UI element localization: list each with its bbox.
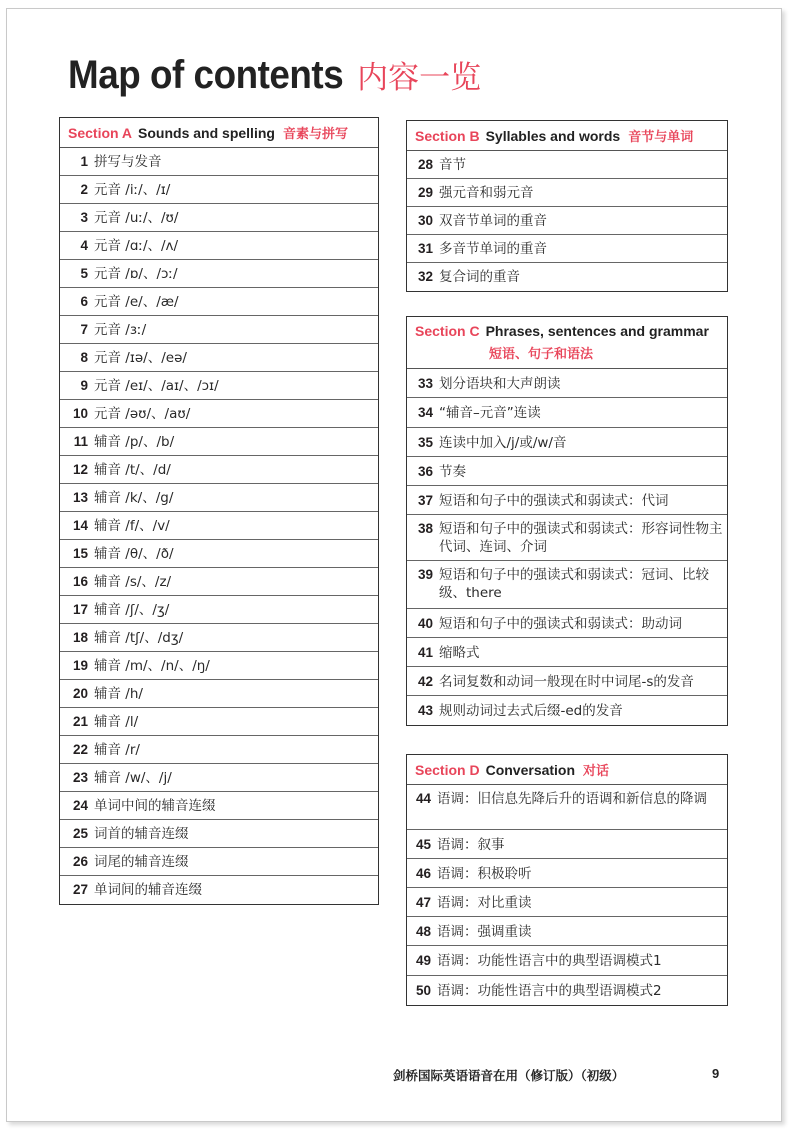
item-text: 元音 /ɑː/、/ʌ/ (94, 238, 179, 254)
item-text: 语调：强调重读 (437, 924, 532, 940)
section-c-title-en: Phrases, sentences and grammar (485, 323, 709, 339)
item-number: 49 (415, 953, 431, 968)
item-text: 词首的辅音连缀 (94, 826, 189, 842)
item-number: 24 (72, 798, 88, 813)
list-item (407, 457, 727, 486)
section-a-header (60, 118, 378, 148)
item-number: 7 (80, 322, 88, 337)
item-number: 23 (72, 770, 88, 785)
list-item (407, 696, 727, 725)
item-text: 短语和句子中的强读式和弱读式：代词 (439, 493, 669, 509)
item-number: 35 (417, 435, 433, 450)
list-item (60, 484, 378, 512)
item-number: 32 (417, 269, 433, 284)
item-text: 名词复数和动词一般现在时中词尾-s的发音 (439, 674, 694, 690)
item-text: 单词间的辅音连缀 (94, 882, 202, 898)
list-item (407, 561, 727, 609)
list-item (60, 736, 378, 764)
item-text: 辅音 /l/ (94, 714, 139, 730)
item-text: 语调：对比重读 (437, 895, 532, 911)
section-b-list (407, 151, 727, 291)
item-number: 29 (417, 185, 433, 200)
list-item (60, 428, 378, 456)
list-item (407, 398, 727, 428)
section-b-box (406, 120, 728, 292)
item-number: 41 (417, 645, 433, 660)
list-item (60, 708, 378, 736)
item-number: 48 (415, 924, 431, 939)
list-item (60, 176, 378, 204)
section-b-header (407, 121, 727, 151)
footer-book-title: 剑桥国际英语语音在用（修订版）（初级） (393, 1068, 625, 1083)
item-number: 8 (80, 350, 88, 365)
list-item (60, 456, 378, 484)
item-text: 语调：叙事 (437, 837, 505, 853)
item-number: 31 (417, 241, 433, 256)
list-item (407, 917, 727, 946)
section-d-header (407, 755, 727, 785)
list-item (407, 263, 727, 291)
item-text: 元音 /ɒ/、/ɔː/ (94, 266, 178, 282)
item-text: 辅音 /t/、/d/ (94, 462, 171, 478)
list-item (407, 151, 727, 179)
item-number: 9 (80, 378, 88, 393)
item-text: 语调：功能性语言中的典型语调模式2 (437, 983, 662, 999)
item-number: 17 (72, 602, 88, 617)
item-text: 缩略式 (439, 645, 480, 661)
item-number: 11 (73, 434, 88, 449)
item-text: 元音 /iː/、/ɪ/ (94, 182, 171, 198)
list-item (60, 540, 378, 568)
list-item (407, 515, 727, 561)
title-english: Map of contents (68, 53, 344, 97)
item-number: 22 (72, 742, 88, 757)
title-chinese: 内容一览 (357, 60, 482, 96)
list-item (407, 207, 727, 235)
page-title (68, 52, 481, 108)
item-number: 1 (80, 154, 88, 169)
list-item (407, 888, 727, 917)
item-text: 节奏 (439, 464, 466, 480)
item-number: 2 (80, 182, 88, 197)
list-item (60, 764, 378, 792)
section-a-tag: Section A (68, 124, 133, 141)
section-a-title-zh: 音素与拼写 (282, 127, 348, 142)
item-text: “辅音–元音”连读 (439, 405, 541, 421)
item-text: 连读中加入/j/或/w/音 (439, 435, 567, 451)
page-number: 9 (712, 1066, 720, 1081)
item-number: 43 (417, 703, 433, 718)
list-item (60, 288, 378, 316)
list-item (60, 400, 378, 428)
item-number: 19 (72, 658, 88, 673)
item-number: 30 (417, 213, 433, 228)
section-d-box (406, 754, 728, 1006)
item-text: 辅音 /k/、/g/ (94, 490, 174, 506)
list-item (407, 428, 727, 457)
section-c-list (407, 369, 727, 725)
item-text: 辅音 /f/、/v/ (94, 518, 170, 534)
list-item (60, 792, 378, 820)
item-number: 10 (72, 406, 88, 421)
item-number: 5 (80, 266, 88, 281)
list-item (60, 148, 378, 176)
list-item (60, 820, 378, 848)
item-number: 37 (417, 493, 433, 508)
item-number: 38 (417, 521, 433, 536)
section-a-box (59, 117, 379, 905)
list-item (60, 624, 378, 652)
list-item (407, 179, 727, 207)
section-a-title-en: Sounds and spelling (138, 124, 275, 141)
section-c-box (406, 316, 728, 726)
item-number: 16 (72, 574, 88, 589)
item-text: 辅音 /tʃ/、/dʒ/ (94, 630, 184, 646)
item-number: 39 (417, 567, 433, 582)
list-item (407, 638, 727, 667)
item-number: 6 (80, 294, 88, 309)
section-d-title-zh: 对话 (583, 764, 610, 779)
list-item (60, 344, 378, 372)
list-item (407, 976, 727, 1005)
item-text: 辅音 /r/ (94, 742, 140, 758)
item-text: 元音 /ɜː/ (94, 322, 147, 338)
list-item (60, 316, 378, 344)
item-number: 26 (72, 854, 88, 869)
section-b-title-zh: 音节与单词 (628, 130, 694, 145)
item-number: 36 (417, 464, 433, 479)
item-text: 辅音 /ʃ/、/ʒ/ (94, 602, 170, 618)
item-text: 语调：积极聆听 (437, 866, 532, 882)
item-number: 13 (72, 490, 88, 505)
item-text: 强元音和弱元音 (439, 185, 534, 201)
item-number: 20 (72, 686, 88, 701)
item-text: 元音 /e/、/æ/ (94, 294, 179, 310)
list-item (60, 260, 378, 288)
item-number: 47 (415, 895, 431, 910)
list-item (60, 204, 378, 232)
list-item (407, 830, 727, 859)
list-item (407, 859, 727, 888)
section-d-tag: Section D (415, 761, 480, 778)
item-number: 12 (72, 462, 88, 477)
item-text: 音节 (439, 157, 466, 173)
section-d-title-en: Conversation (485, 761, 576, 778)
section-b-title-en: Syllables and words (485, 127, 621, 144)
list-item (60, 568, 378, 596)
item-text: 辅音 /h/ (94, 686, 143, 702)
list-item (407, 785, 727, 830)
item-number: 46 (415, 866, 431, 881)
item-text: 辅音 /m/、/n/、/ŋ/ (94, 658, 210, 674)
list-item (407, 946, 727, 976)
item-number: 18 (72, 630, 88, 645)
item-text: 多音节单词的重音 (439, 241, 547, 257)
list-item (60, 596, 378, 624)
list-item (407, 667, 727, 696)
item-text: 辅音 /s/、/z/ (94, 574, 172, 590)
item-number: 14 (72, 518, 88, 533)
section-c-title-zh: 短语、句子和语法 (489, 347, 594, 362)
item-text: 语调：功能性语言中的典型语调模式1 (437, 953, 662, 969)
section-a-list (60, 148, 378, 904)
item-text: 元音 /uː/、/ʊ/ (94, 210, 179, 226)
item-text: 辅音 /θ/、/ð/ (94, 546, 174, 562)
item-text: 辅音 /p/、/b/ (94, 434, 175, 450)
list-item (407, 369, 727, 398)
item-number: 40 (417, 616, 433, 631)
item-text: 双音节单词的重音 (439, 213, 547, 229)
list-item (60, 232, 378, 260)
item-text: 语调：旧信息先降后升的语调和新信息的降调 (437, 791, 707, 807)
list-item (60, 848, 378, 876)
item-text: 短语和句子中的强读式和弱读式：冠词、比较级、there (439, 567, 709, 601)
item-number: 15 (72, 546, 88, 561)
item-text: 短语和句子中的强读式和弱读式：形容词性物主代词、连词、介词 (439, 521, 723, 555)
item-text: 元音 /eɪ/、/aɪ/、/ɔɪ/ (94, 378, 219, 394)
item-number: 21 (72, 714, 88, 729)
item-number: 28 (417, 157, 433, 172)
list-item (60, 680, 378, 708)
section-c-tag: Section C (415, 323, 480, 339)
item-text: 划分语块和大声朗读 (439, 376, 561, 392)
item-text: 规则动词过去式后缀-ed的发音 (439, 703, 623, 719)
item-number: 3 (80, 210, 88, 225)
list-item (407, 235, 727, 263)
list-item (60, 512, 378, 540)
item-text: 拼写与发音 (94, 154, 162, 170)
item-number: 44 (415, 791, 431, 806)
item-text: 短语和句子中的强读式和弱读式：助动词 (439, 616, 682, 632)
list-item (407, 486, 727, 515)
list-item (60, 372, 378, 400)
item-number: 4 (80, 238, 88, 253)
list-item (60, 652, 378, 680)
item-number: 34 (417, 405, 433, 420)
item-text: 元音 /əʊ/、/aʊ/ (94, 406, 191, 422)
item-text: 复合词的重音 (439, 269, 520, 285)
section-b-tag: Section B (415, 127, 480, 144)
section-d-list (407, 785, 727, 1005)
item-number: 42 (417, 674, 433, 689)
item-number: 45 (415, 837, 431, 852)
item-text: 单词中间的辅音连缀 (94, 798, 216, 814)
item-number: 33 (417, 376, 433, 391)
item-number: 50 (415, 983, 431, 998)
item-number: 25 (72, 826, 88, 841)
item-text: 辅音 /w/、/j/ (94, 770, 172, 786)
item-text: 词尾的辅音连缀 (94, 854, 189, 870)
section-c-header (407, 317, 727, 369)
list-item (60, 876, 378, 904)
list-item (407, 609, 727, 638)
item-text: 元音 /ɪə/、/eə/ (94, 350, 187, 366)
item-number: 27 (72, 882, 88, 897)
